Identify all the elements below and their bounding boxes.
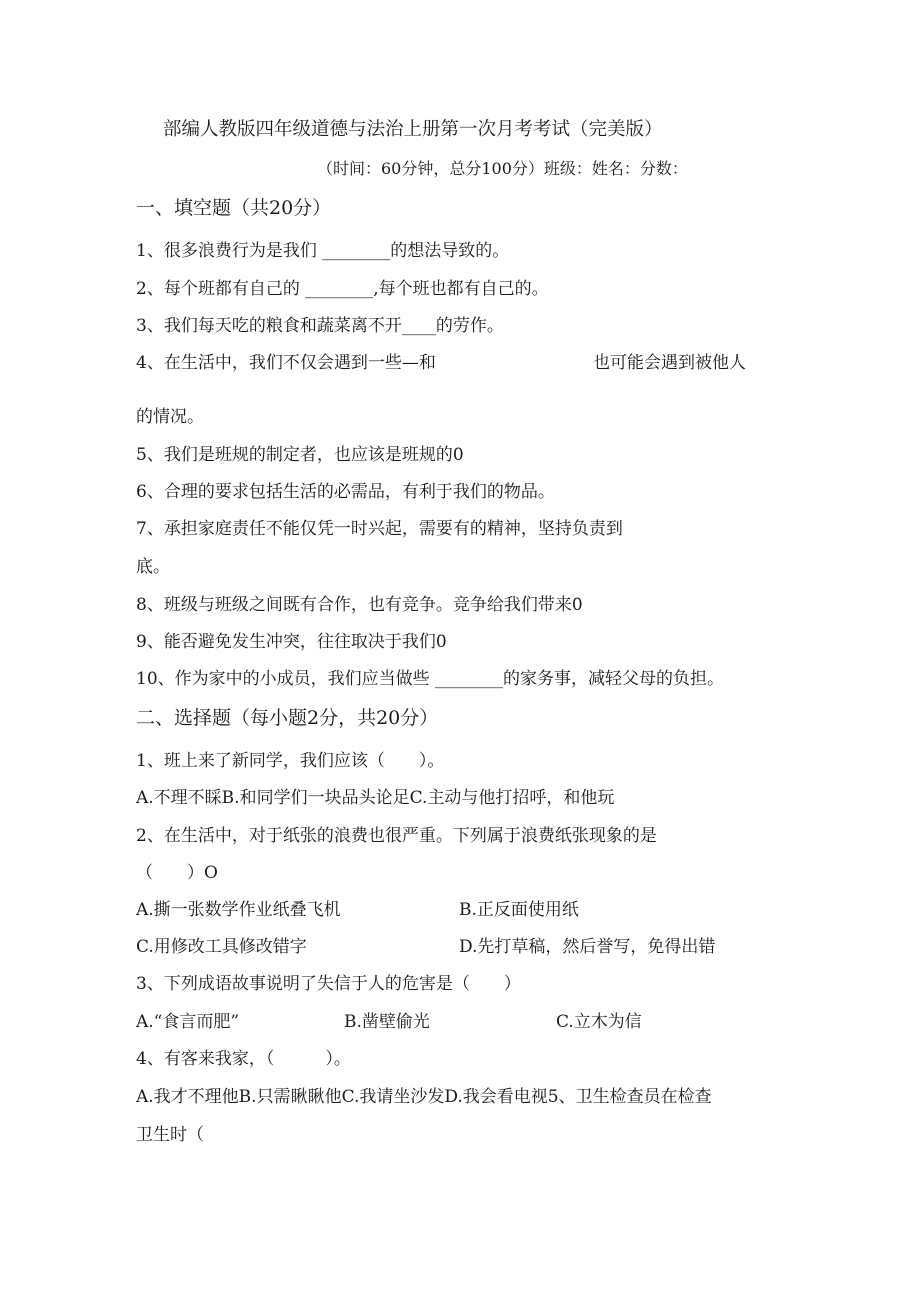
question-line: 9、能否避免发生冲突，往往取决于我们0 <box>136 632 447 652</box>
option-c: C.用修改工具修改错字 <box>136 937 307 957</box>
section-heading-fill-blank: 一、填空题（共20分） <box>136 197 332 219</box>
question-line: （ ）O <box>136 863 218 883</box>
option-a: A.撕一张数学作业纸叠飞机 <box>136 900 341 920</box>
option-b: B.正反面使用纸 <box>459 900 579 920</box>
question-line: 的情况。 <box>136 407 204 427</box>
question-line: 4、在生活中，我们不仅会遇到一些—和 <box>136 353 436 373</box>
question-line: 1、很多浪费行为是我们 ________的想法导致的。 <box>136 241 510 261</box>
exam-info: （时间：60分钟，总分100分）班级：姓名：分数： <box>317 159 688 178</box>
question-line: 也可能会遇到被他人 <box>593 353 746 373</box>
question-line: 2、每个班都有自己的 ________,每个班也都有自己的。 <box>136 279 549 299</box>
question-line: 8、班级与班级之间既有合作，也有竞争。竞争给我们带来0 <box>136 595 583 615</box>
section-heading-choice: 二、选择题（每小题2分，共20分） <box>136 707 439 729</box>
question-line: 4、有客来我家，（ ）。 <box>136 1049 351 1069</box>
option-a: A.“食言而肥” <box>136 1012 240 1032</box>
option-d: D.先打草稿，然后誉写，免得出错 <box>459 937 716 957</box>
question-line: 5、我们是班规的制定者，也应该是班规的0 <box>136 445 464 465</box>
question-line: 7、承担家庭责任不能仅凭一时兴起，需要有的精神，坚持负责到 <box>136 519 623 539</box>
option-c: C.立木为信 <box>556 1012 642 1032</box>
question-line: 2、在生活中，对于纸张的浪费也很严重。下列属于浪费纸张现象的是 <box>136 826 657 846</box>
option-line: A.我才不理他B.只需瞅瞅他C.我请坐沙发D.我会看电视5、卫生检查员在检查 <box>136 1087 712 1107</box>
question-line: 卫生时（ <box>136 1125 204 1145</box>
question-line: 6、合理的要求包括生活的必需品，有利于我们的物品。 <box>136 482 555 502</box>
question-line: 底。 <box>136 557 170 577</box>
question-line: 3、下列成语故事说明了失信于人的危害是（ ） <box>136 974 521 994</box>
page-title: 部编人教版四年级道德与法治上册第一次月考考试（完美版） <box>163 119 663 140</box>
question-line: 10、作为家中的小成员，我们应当做些 ________的家务事，减轻父母的负担。 <box>136 669 725 689</box>
question-line: 1、班上来了新同学，我们应该（ ）。 <box>136 751 445 771</box>
option-line: A.不理不睬B.和同学们一块品头论足C.主动与他打招呼，和他玩 <box>136 788 615 808</box>
question-line: 3、我们每天吃的粮食和蔬菜离不开____的劳作。 <box>136 316 504 336</box>
option-b: B.凿壁偷光 <box>344 1012 430 1032</box>
